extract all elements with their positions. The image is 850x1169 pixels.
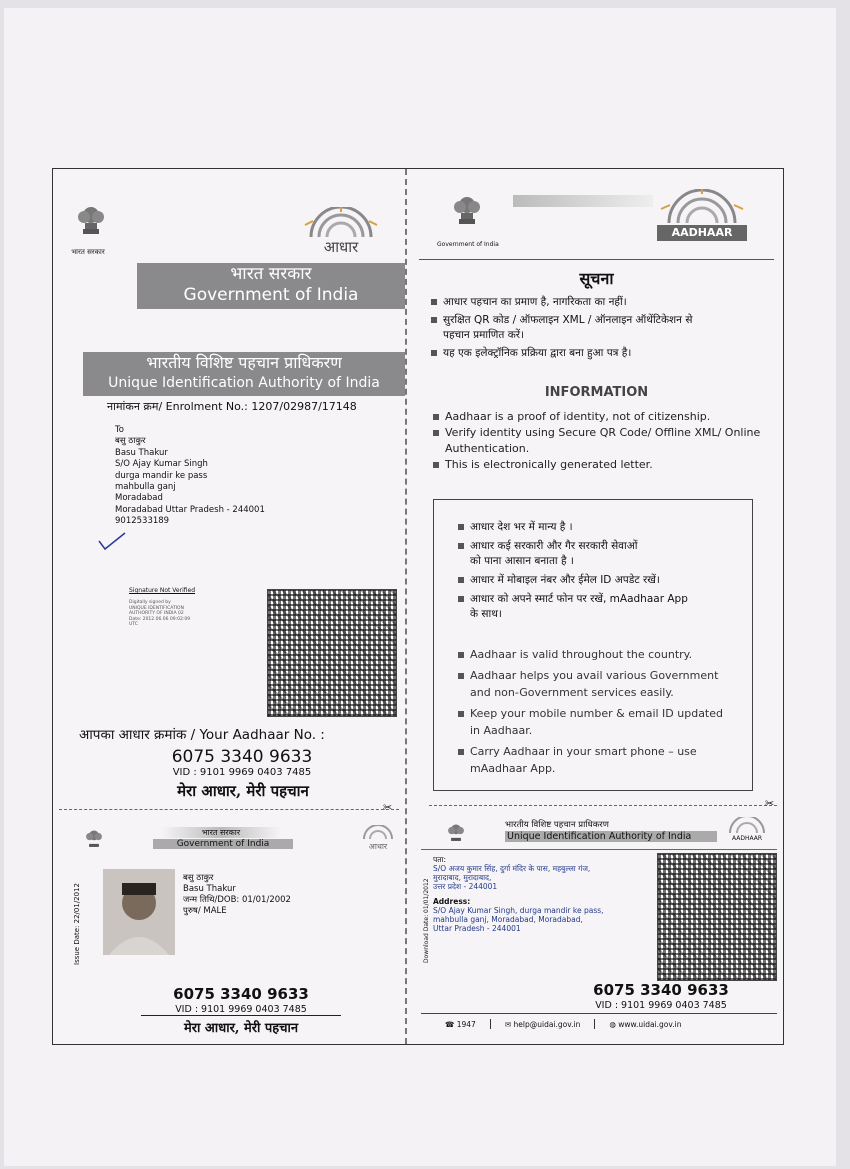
card-holder-details <box>183 873 291 917</box>
address-line: S/O Ajay Kumar Singh <box>115 459 208 470</box>
signature-details <box>129 600 239 628</box>
aadhaar-letter <box>52 168 784 1045</box>
aadhaar-card-front <box>71 817 405 1042</box>
box-item: Carry Aadhaar in your smart phone – use <box>458 743 748 760</box>
signature-status: Signature Not Verified <box>129 587 196 594</box>
national-emblem-icon <box>449 189 485 233</box>
box-item: Aadhaar is valid throughout the country. <box>458 646 748 663</box>
box-item-cont: के साथ। <box>470 608 502 620</box>
notice-item-cont: पहचान प्रमाणित करें। <box>443 329 525 341</box>
card-gov-english: Government of India <box>153 839 293 849</box>
qr-code <box>267 589 397 717</box>
your-aadhaar-label: आपका आधार क्रमांक / Your Aadhaar No. : <box>79 727 325 743</box>
english-address <box>433 897 653 933</box>
download-date: Download Date: 01/01/2012 <box>423 878 430 963</box>
photo <box>103 869 175 955</box>
aadhaar-fingerprint-icon <box>657 189 747 223</box>
national-emblem-icon <box>83 825 105 853</box>
address-line: Moradabad <box>115 493 163 504</box>
header-divider <box>419 259 774 260</box>
address-label: Address: <box>433 897 471 906</box>
separator <box>490 1019 491 1029</box>
address-label-hindi: पता: <box>433 855 447 864</box>
holder-gender: पुरुष/ MALE <box>183 906 227 916</box>
gov-hindi-title: भारत सरकार <box>230 264 312 284</box>
holder-name: Basu Thakur <box>183 884 236 894</box>
address-line: durga mandir ke pass <box>115 470 208 481</box>
card-back-vid: VID : 9101 9969 0403 7485 <box>595 1000 727 1011</box>
address-line: mahbulla ganj, Moradabad, Moradabad, <box>433 915 583 924</box>
card-gov-hindi: भारत सरकार <box>161 827 281 838</box>
hindi-notice-list <box>431 295 771 364</box>
address-line: S/O Ajay Kumar Singh, durga mandir ke pass, <box>433 906 604 915</box>
hindi-address <box>433 855 653 891</box>
address-line: S/O अजय कुमार सिंह, दुर्गा मंदिर के पास, महबुल्ला गंज, <box>433 864 591 873</box>
notice-item: सुरक्षित QR कोड / ऑफलाइन XML / ऑनलाइन ऑथेंटिकेशन से <box>431 313 771 328</box>
enrolment-number: नामांकन क्रम/ Enrolment No.: 1207/02987/17148 <box>107 400 357 413</box>
box-item: आधार में मोबाइल नंबर और ईमेल ID अपडेट रखें। <box>458 573 748 588</box>
digital-signature <box>129 587 239 628</box>
box-item-cont: mAadhaar App. <box>470 762 556 775</box>
aadhaar-logo <box>301 207 381 256</box>
card-aadhaar-number: 6075 3340 9633 <box>173 985 309 1003</box>
holder-dob: जन्म तिथि/DOB: 01/01/2002 <box>183 895 291 905</box>
address-line: उत्तर प्रदेश - 244001 <box>433 882 498 891</box>
notice-item: आधार पहचान का प्रमाण है, नागरिकता का नहीं। <box>431 295 771 310</box>
info-item-cont: Authentication. <box>445 442 530 455</box>
cut-line <box>59 809 399 810</box>
scissors-icon: ✂ <box>383 801 393 814</box>
emblem-caption: भारत सरकार <box>71 248 105 256</box>
card-aadhaar-logo-text: आधार <box>368 842 388 851</box>
issue-date: Issue Date: 22/01/2012 <box>73 883 81 965</box>
card-back-divider <box>421 1013 777 1014</box>
aadhaar-logo <box>657 189 747 247</box>
phone-contact: ☎ 1947 <box>445 1019 476 1029</box>
card-slogan: मेरा आधार, मेरी पहचान <box>183 1021 299 1036</box>
globe-icon: ◍ <box>609 1019 616 1029</box>
box-item: आधार को अपने स्मार्ट फोन पर रखें, mAadhaar App <box>458 592 748 607</box>
signature-detail: Digitally signed by <box>129 600 171 605</box>
website-contact: ◍ www.uidai.gov.in <box>609 1019 682 1029</box>
card-aadhaar-logo <box>727 817 767 842</box>
aadhaar-fingerprint-icon <box>727 817 767 833</box>
gov-small-caption: Government of India <box>437 241 499 248</box>
card-uidai-hindi: भारतीय विशिष्ट पहचान प्राधिकरण <box>505 820 609 830</box>
info-list <box>433 409 773 473</box>
card-divider <box>421 849 777 850</box>
address-line: To <box>115 425 124 435</box>
card-uidai-english: Unique Identification Authority of India <box>505 831 717 842</box>
recipient-address <box>115 425 265 528</box>
card-aadhaar-logo-text: AADHAAR <box>731 835 763 842</box>
paper-sheet <box>4 8 836 1166</box>
card-back-aadhaar-number: 6075 3340 9633 <box>593 981 729 999</box>
box-item: आधार देश भर में मान्य है । <box>458 520 748 535</box>
address-line: mahbulla ganj <box>115 482 176 493</box>
signature-detail: UTC <box>129 622 138 627</box>
vid-number: VID : 9101 9969 0403 7485 <box>172 767 312 778</box>
box-item: Keep your mobile number & email ID updated <box>458 705 748 722</box>
card-aadhaar-logo <box>361 825 395 852</box>
aadhaar-number: 6075 3340 9633 <box>171 747 313 767</box>
signature-detail: UNIQUE IDENTIFICATION <box>129 605 184 611</box>
uidai-banner <box>83 352 405 396</box>
uidai-hindi-title: भारतीय विशिष्ट पहचान प्राधिकरण <box>146 353 342 372</box>
info-box <box>433 499 753 791</box>
redacted-bar <box>513 195 653 207</box>
aadhaar-card-back <box>421 813 779 1043</box>
box-item-cont: in Aadhaar. <box>470 724 533 737</box>
notice-title-hindi: सूचना <box>579 269 614 288</box>
phone-number: 9012533189 <box>115 516 170 527</box>
signature-detail: Date: 2012.06.06 09:02:09 <box>129 616 191 622</box>
info-item: Aadhaar is a proof of identity, not of citizenship. <box>433 409 773 425</box>
gov-banner <box>137 263 405 309</box>
box-item: Aadhaar helps you avail various Government <box>458 667 748 684</box>
address-line: मुरादाबाद, मुरादाबाद, <box>433 873 492 882</box>
address-line: Basu Thakur <box>115 447 168 458</box>
notice-item: यह एक इलेक्ट्रॉनिक प्रक्रिया द्वारा बना हुआ पत्र है। <box>431 346 771 361</box>
separator <box>594 1019 595 1029</box>
scissors-icon: ✂ <box>765 797 775 810</box>
holder-name-hindi: बसु ठाकुर <box>183 873 214 883</box>
address-line: Moradabad Uttar Pradesh - 244001 <box>115 504 265 515</box>
uidai-english-title: Unique Identification Authority of India <box>108 375 380 391</box>
aadhaar-logo-text: आधार <box>323 238 359 256</box>
box-hindi-list <box>458 520 748 622</box>
address-line: बसु ठाकुर <box>115 436 146 447</box>
cut-line <box>429 805 777 806</box>
aadhaar-fingerprint-icon <box>301 207 381 237</box>
box-item: आधार कई सरकारी और गैर सरकारी सेवाओं <box>458 539 748 554</box>
phone-icon: ☎ <box>445 1019 455 1029</box>
box-item-cont: and non-Government services easily. <box>470 686 674 699</box>
box-item-cont: को पाना आसान बनाता है । <box>470 555 574 567</box>
aadhaar-fingerprint-icon <box>361 825 395 839</box>
contact-bar <box>445 1019 681 1029</box>
address-line: Uttar Pradesh - 244001 <box>433 924 521 933</box>
information-title: INFORMATION <box>544 385 649 400</box>
tick-mark-icon <box>97 531 127 551</box>
national-emblem-icon <box>445 819 467 847</box>
info-item: This is electronically generated letter. <box>433 457 773 473</box>
signature-detail: AUTHORITY OF INDIA 02 <box>129 611 184 616</box>
email-contact: ✉ help@uidai.gov.in <box>504 1019 581 1029</box>
gov-english-title: Government of India <box>183 285 359 305</box>
aadhaar-logo-text: AADHAAR <box>657 225 747 241</box>
card-qr-code <box>657 853 777 981</box>
slogan: मेरा आधार, मेरी पहचान <box>177 782 309 800</box>
vertical-fold-line <box>405 169 407 1044</box>
card-vid: VID : 9101 9969 0403 7485 <box>141 1004 341 1016</box>
national-emblem-icon <box>73 199 109 243</box>
box-english-list <box>458 646 748 777</box>
info-item: Verify identity using Secure QR Code/ Offline XML/ Online <box>433 425 773 441</box>
email-icon: ✉ <box>504 1019 512 1029</box>
